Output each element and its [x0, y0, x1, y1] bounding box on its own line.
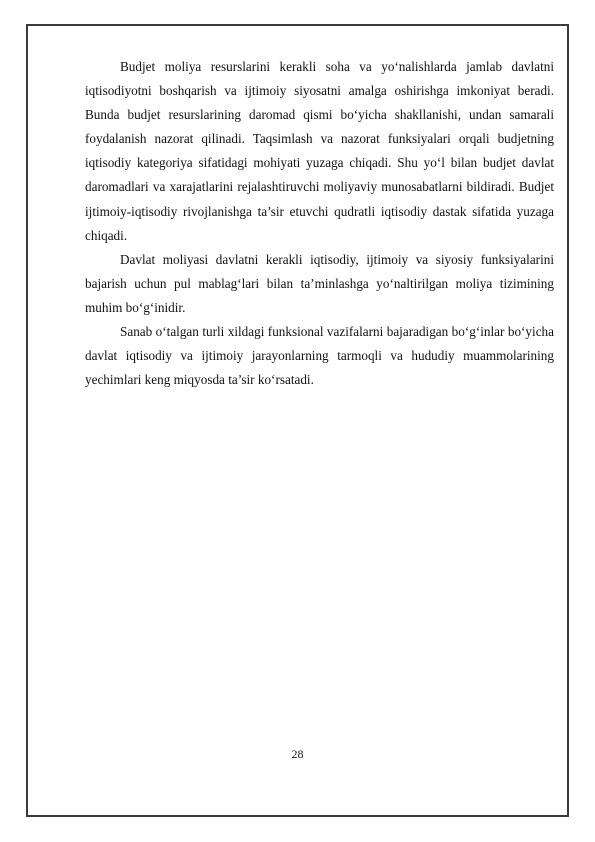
paragraph-budget-role: Budjet moliya resurslarini kerakli soha va yo‘nalishlarda jamlab davlatni iqtisodiyotni boshqarish va ijtimoiy siyosatni amalga oshirishga imkoniyat beradi. Bunda budjet resurslarining daromad qismi bo‘yicha shakllanishi, undan samarali foydalanish nazorat qilinadi. Taqsimlash va nazorat funksiyalari orqali budjetning iqtisodiy kategoriya sifatidagi mohiyati yuzaga chiqadi. Shu yo‘l bilan budjet davlat daromadlari va xarajatlarini rejalashtiruvchi moliyaviy munosabatlarni bildiradi. Budjet ijtimoiy-iqtisodiy rivojlanishga ta’sir etuvchi qudratli iqtisodiy dastak sifatida yuzaga chiqadi. [85, 59, 554, 243]
paragraph-functional-links: Sanab o‘talgan turli xildagi funksional vazifalarni bajaradigan bo‘g‘inlar bo‘yicha davlat iqtisodiy va ijtimoiy jarayonlarning tarmoqli va hududiy muammolarining yechimlari keng miqyosda ta’sir ko‘rsatadi. [85, 324, 554, 388]
page-number: 28 [291, 747, 304, 761]
document-body [85, 55, 554, 392]
paragraph-state-finance: Davlat moliyasi davlatni kerakli iqtisodiy, ijtimoiy va siyosiy funksiyalarini bajarish uchun pul mablag‘lari bilan ta’minlashga yo‘naltirilgan moliya tizimining muhim bo‘g‘inidir. [85, 251, 554, 315]
